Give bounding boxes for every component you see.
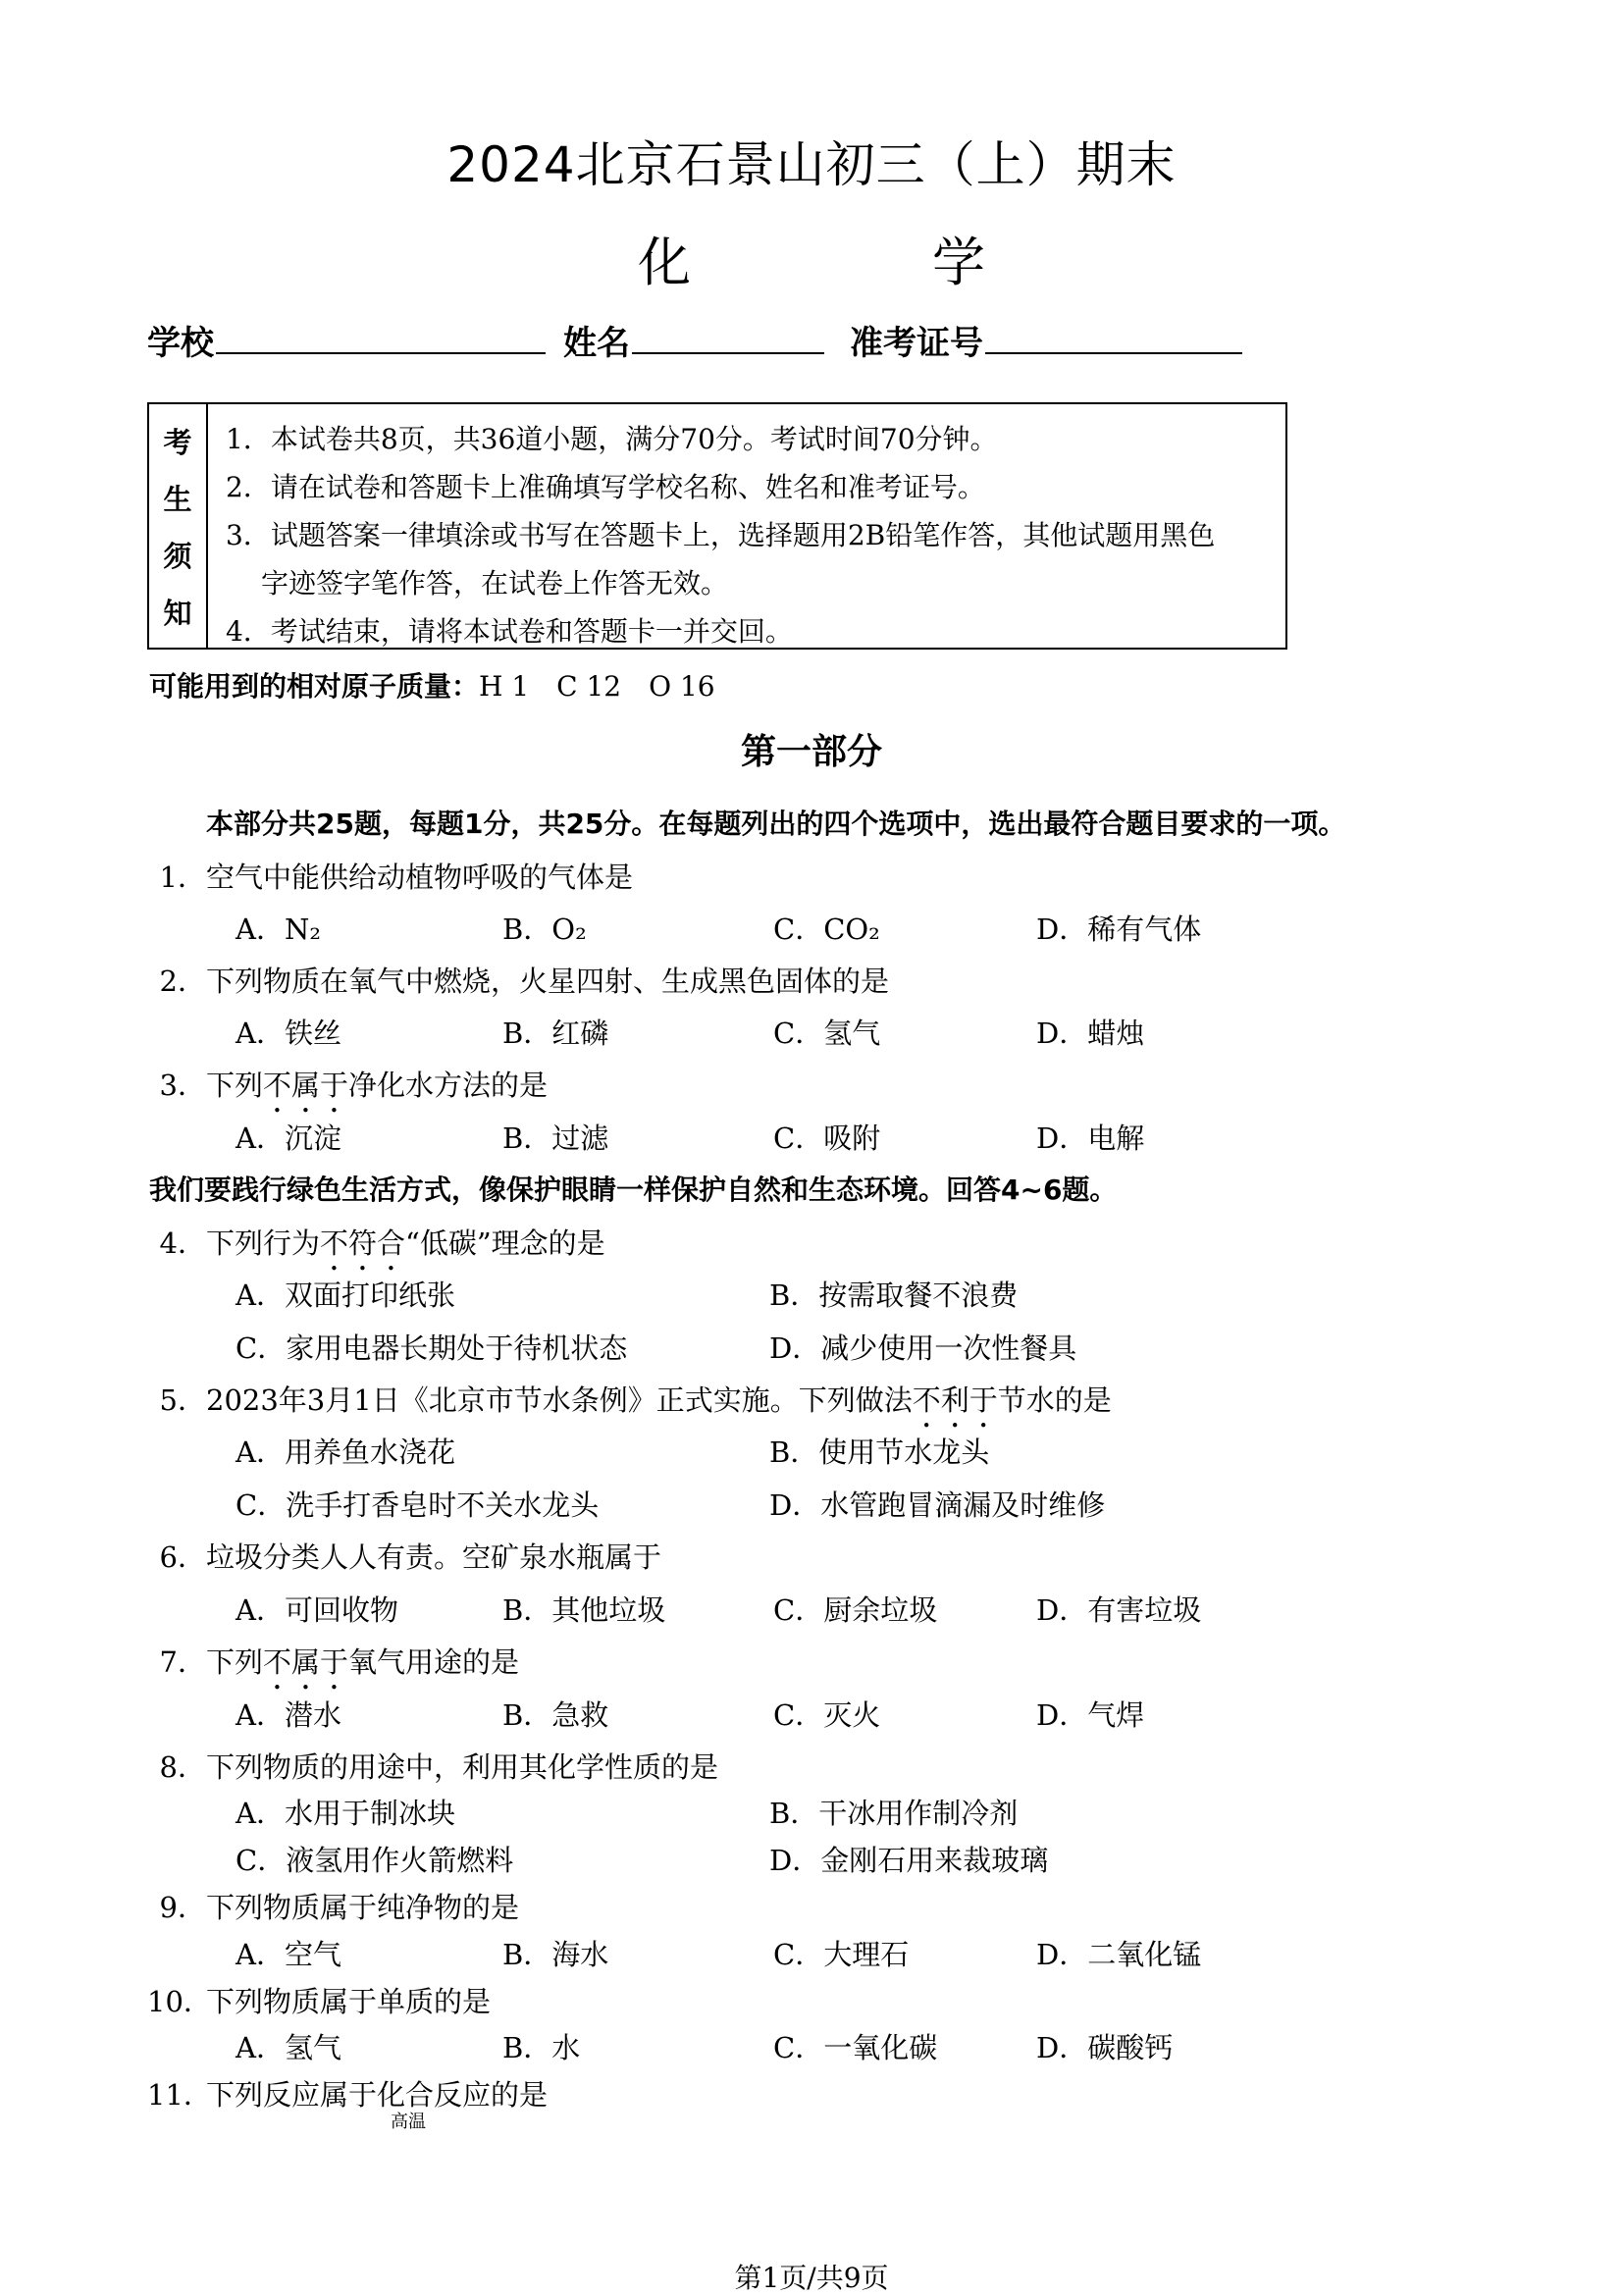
exam-title: 2024北京石景山初三（上）期末 — [446, 136, 1177, 193]
question-1-option-c: C．CO₂ — [773, 913, 880, 946]
question-5-option-a: A．用养鱼水浇花 — [236, 1435, 455, 1469]
question-2: 2．下列物质在氧气中燃烧，火星四射、生成黑色固体的是 — [159, 965, 890, 998]
school-field — [147, 316, 546, 364]
notice-label: 考 生 须 知 — [149, 404, 208, 648]
question-6-option-d: D．有害垃圾 — [1036, 1593, 1202, 1627]
part-one-title: 第一部分 — [740, 732, 882, 772]
question-4-option-b: B．按需取餐不浪费 — [769, 1278, 1019, 1312]
question-10-option-b: B．水 — [502, 2031, 581, 2064]
reaction-condition-label: 高温 — [391, 2112, 426, 2132]
question-11: 11．下列反应属于化合反应的是 — [147, 2078, 549, 2112]
question-1-option-a: A．N₂ — [236, 913, 321, 946]
question-2-option-c: C．氢气 — [773, 1017, 881, 1050]
question-5-option-c: C．洗手打香皂时不关水龙头 — [236, 1488, 600, 1522]
part-one-instructions: 本部分共25题，每题1分，共25分。在每题列出的四个选项中，选出最符合题目要求的一项。 — [206, 808, 1346, 840]
question-5-option-d: D．水管跑冒滴漏及时维修 — [769, 1488, 1106, 1522]
page-footer: 第1页/共9页 — [734, 2262, 889, 2294]
notice-line: 3．试题答案一律填涂或书写在答题卡上，选择题用2B铅笔作答，其他试题用黑色 — [226, 519, 1216, 551]
question-9-option-d: D．二氧化锰 — [1036, 1938, 1202, 1971]
question-1-option-d: D．稀有气体 — [1036, 913, 1202, 946]
question-5: 5．2023年3月1日《北京市节水条例》正式实施。下列做法不利于节水的是 — [159, 1383, 1112, 1417]
question-3-option-c: C．吸附 — [773, 1122, 881, 1155]
question-1: 1．空气中能供给动植物呼吸的气体是 — [159, 861, 634, 894]
exam-id-label: 准考证号 — [850, 324, 983, 363]
school-label: 学校 — [147, 324, 214, 363]
name-field — [563, 316, 824, 364]
notice-content — [210, 404, 1285, 648]
question-6-option-c: C．厨余垃圾 — [773, 1593, 938, 1627]
question-4-option-c: C．家用电器长期处于待机状态 — [236, 1331, 628, 1365]
notice-line: 1．本试卷共8页，共36道小题，满分70分。考试时间70分钟。 — [226, 423, 998, 455]
question-8-option-a: A．水用于制冰块 — [236, 1797, 455, 1830]
question-4-option-d: D．减少使用一次性餐具 — [769, 1331, 1077, 1365]
name-label: 姓名 — [563, 324, 630, 363]
notice-line: 4．考试结束，请将本试卷和答题卡一并交回。 — [226, 615, 793, 648]
question-3-option-a: A．沉淀 — [236, 1122, 341, 1155]
question-7: 7．下列不属于氧气用途的是 — [159, 1645, 520, 1679]
exam-id-field — [850, 316, 1242, 364]
question-8-option-c: C．液氢用作火箭燃料 — [236, 1844, 514, 1877]
question-5-option-b: B．使用节水龙头 — [769, 1435, 990, 1469]
question-10-option-c: C．一氧化碳 — [773, 2031, 938, 2064]
question-10: 10．下列物质属于单质的是 — [147, 1985, 492, 2018]
question-8: 8．下列物质的用途中，利用其化学性质的是 — [159, 1750, 719, 1784]
question-4-option-a: A．双面打印纸张 — [236, 1278, 455, 1312]
question-2-option-d: D．蜡烛 — [1036, 1017, 1145, 1050]
question-10-option-a: A．氢气 — [236, 2031, 341, 2064]
candidate-notice-box — [147, 402, 1287, 650]
question-6-option-a: A．可回收物 — [236, 1593, 398, 1627]
question-3-option-b: B．过滤 — [502, 1122, 609, 1155]
question-8-option-d: D．金刚石用来裁玻璃 — [769, 1844, 1049, 1877]
atomic-mass-line: 可能用到的相对原子质量：H 1 C 12 O 16 — [149, 670, 715, 703]
notice-line: 2．请在试卷和答题卡上准确填写学校名称、姓名和准考证号。 — [226, 471, 985, 503]
question-9-option-a: A．空气 — [236, 1938, 341, 1971]
question-6-option-b: B．其他垃圾 — [502, 1593, 666, 1627]
question-10-option-d: D．碳酸钙 — [1036, 2031, 1174, 2064]
question-2-option-b: B．红磷 — [502, 1017, 609, 1050]
notice-line: 字迹签字笔作答，在试卷上作答无效。 — [261, 567, 729, 600]
question-1-option-b: B．O₂ — [502, 913, 587, 946]
question-2-option-a: A．铁丝 — [236, 1017, 341, 1050]
question-3-option-d: D．电解 — [1036, 1122, 1145, 1155]
question-8-option-b: B．干冰用作制冷剂 — [769, 1797, 1019, 1830]
question-3: 3．下列不属于净化水方法的是 — [159, 1069, 549, 1102]
context-4-6: 我们要践行绿色生活方式，像保护眼睛一样保护自然和生态环境。回答4~6题。 — [149, 1174, 1118, 1206]
question-7-option-c: C．灭火 — [773, 1698, 881, 1732]
question-7-option-a: A．潜水 — [236, 1698, 341, 1732]
question-7-option-d: D．气焊 — [1036, 1698, 1145, 1732]
question-7-option-b: B．急救 — [502, 1698, 609, 1732]
question-9: 9．下列物质属于纯净物的是 — [159, 1891, 520, 1924]
question-9-option-c: C．大理石 — [773, 1938, 910, 1971]
subject-title: 化 学 — [638, 232, 1079, 293]
question-4: 4．下列行为不符合“低碳”理念的是 — [159, 1226, 605, 1260]
question-9-option-b: B．海水 — [502, 1938, 609, 1971]
question-6: 6．垃圾分类人人有责。空矿泉水瓶属于 — [159, 1540, 662, 1574]
